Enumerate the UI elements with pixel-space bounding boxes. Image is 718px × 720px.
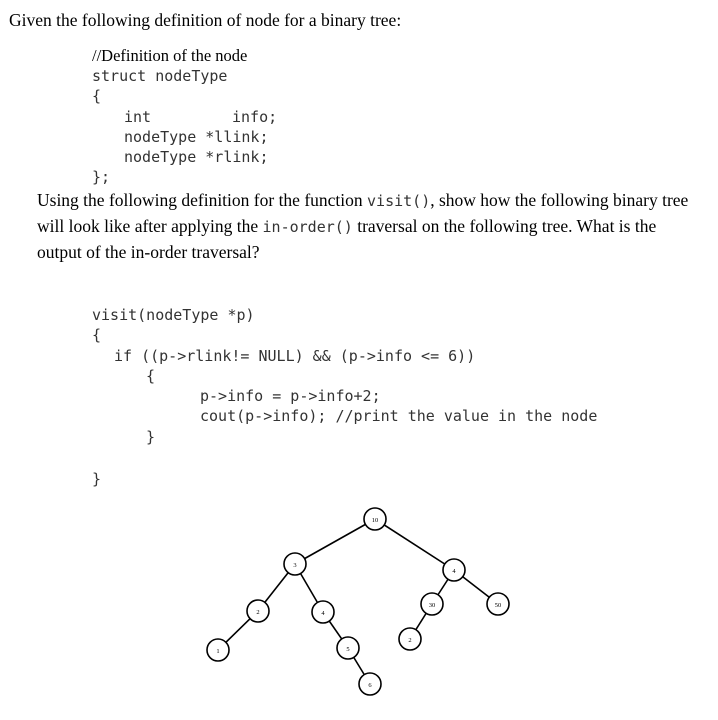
tree-node-5 <box>337 637 359 659</box>
tree-node-label: 10 <box>371 517 379 524</box>
visit-if-open-brace: { <box>146 367 156 385</box>
question-part-1: Using the following definition for the function <box>37 190 368 210</box>
struct-comment: //Definition of the node <box>92 46 248 65</box>
tree-node-label: 4 <box>452 568 456 575</box>
tree-node-label: 1 <box>216 648 220 655</box>
tree-node-4-right <box>443 559 465 581</box>
visit-cout-line: cout(p->info); //print the value in the node <box>200 407 598 425</box>
tree-node-label: 5 <box>346 646 350 653</box>
struct-field-rlink: nodeType *rlink; <box>124 148 269 166</box>
tree-node-label: 2 <box>408 637 412 644</box>
tree-node-3 <box>284 553 306 575</box>
struct-field-info: info; <box>232 108 278 126</box>
tree-node-10 <box>364 508 386 530</box>
tree-node-50 <box>487 593 509 615</box>
struct-field-type-int: int <box>124 108 152 126</box>
tree-node-2-left <box>247 600 269 622</box>
visit-open-brace: { <box>92 326 102 344</box>
edge-10-4 <box>375 519 454 570</box>
struct-field-llink: nodeType *llink; <box>124 128 269 146</box>
tree-node-label: 6 <box>368 682 372 689</box>
question-part-2: , show how the following binary tree will look like after applying the <box>37 190 689 236</box>
tree-node-2-right <box>399 628 421 650</box>
tree-node-4-left <box>312 601 334 623</box>
struct-line-header: struct nodeType <box>92 67 228 85</box>
tree-node-6 <box>359 673 381 695</box>
tree-node-label: 3 <box>293 562 297 569</box>
intro-text: Given the following definition of node for a binary tree: <box>9 10 402 30</box>
question-part-3: traversal on the following tree. What is the output of the in-order traversal? <box>37 216 657 262</box>
tree-node-1 <box>207 639 229 661</box>
visit-close-brace: } <box>92 470 102 488</box>
struct-open-brace: { <box>92 87 102 105</box>
visit-if-line: if ((p->rlink!= NULL) && (p->info <= 6)) <box>114 347 476 365</box>
question-code-visit: visit() <box>367 192 431 210</box>
struct-close-brace: }; <box>92 168 111 186</box>
tree-node-label: 30 <box>428 602 436 609</box>
question-code-inorder: in-order() <box>262 218 353 236</box>
tree-node-label: 2 <box>256 609 260 616</box>
tree-node-label: 50 <box>494 602 502 609</box>
tree-node-30 <box>421 593 443 615</box>
edge-10-3 <box>295 519 375 564</box>
tree-node-label: 4 <box>321 610 325 617</box>
visit-signature: visit(nodeType *p) <box>92 306 255 324</box>
visit-if-close-brace: } <box>146 428 156 446</box>
visit-assign-line: p->info = p->info+2; <box>200 387 381 405</box>
